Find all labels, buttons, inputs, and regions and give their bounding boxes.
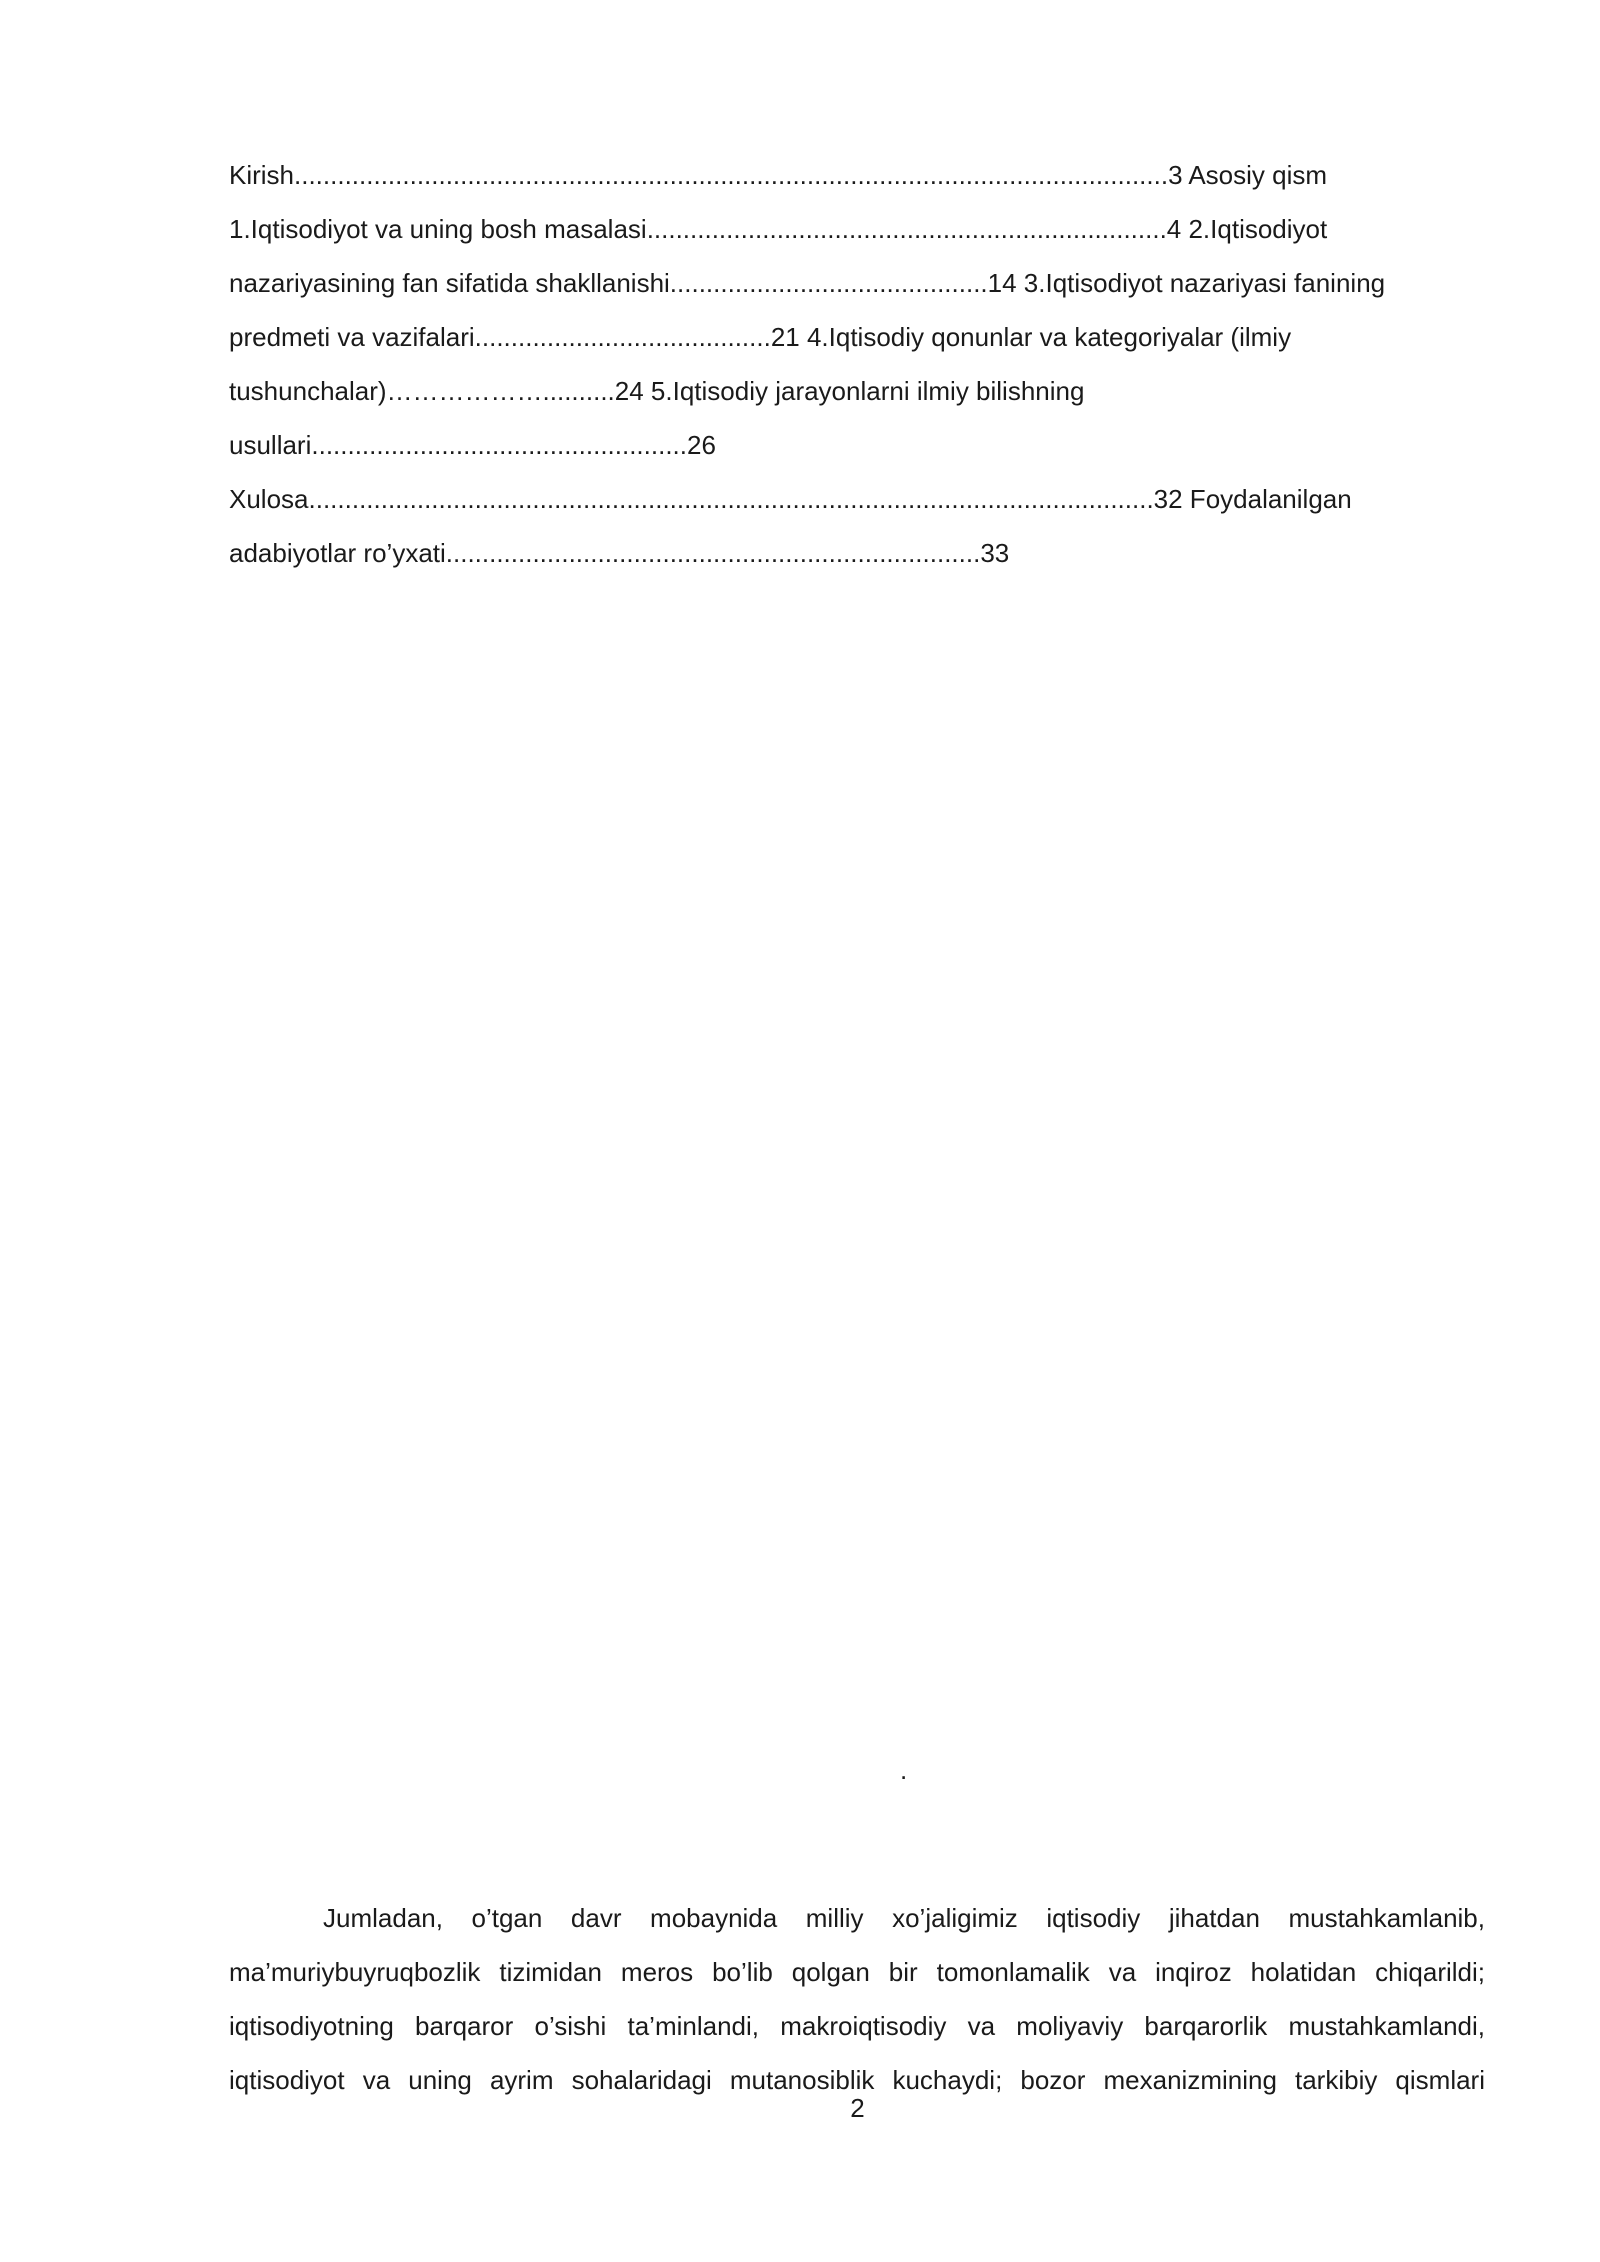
toc-line: predmeti va vazifalari.........................................21 4.Iqtisodiy qonunlar va kategoriyalar (ilmiy (229, 322, 1292, 352)
body-paragraph-text: Jumladan, o’tgan davr mobaynida milliy xo’jaligimiz iqtisodiy jihatdan mustahkamlanib, ma’muriybuyruqbozlik tizimidan meros bo’lib qolgan bir tomonlamalik va inqiroz holatidan chiqarildi; iqtisodiyotning barqaror o’sishi ta’minlandi, makroiqtisodiy va moliyaviy barqarorlik mustahkamlandi, iqtisodiyot va uning ayrim sohalaridagi mutanosiblik kuchaydi; bozor mexanizmining tarkibiy qismlari (229, 1903, 1485, 2095)
table-of-contents (229, 148, 1489, 580)
toc-line: usullari....................................................26 (229, 430, 716, 460)
toc-line: Xulosa.....................................................................................................................32 Foydalanilgan (229, 484, 1352, 514)
page-number: 2 (850, 2093, 865, 2123)
toc-line: adabiyotlar ro’yxati..........................................................................33 (229, 538, 1010, 568)
body-paragraph (229, 1891, 1485, 2107)
toc-line: tushunchalar)………………..........24 5.Iqtisodiy jarayonlarni ilmiy bilishning (229, 376, 1085, 406)
toc-line: Kirish.........................................................................................................................3 Asosiy qism (229, 160, 1328, 190)
toc-line: nazariyasining fan sifatida shakllanishi............................................14 3.Iqtisodiyot nazariyasi fanining (229, 268, 1386, 298)
separator-dot: . (900, 1755, 908, 1785)
toc-line: 1.Iqtisodiyot va uning bosh masalasi........................................................................4 2.Iqtisodiyot (229, 214, 1328, 244)
